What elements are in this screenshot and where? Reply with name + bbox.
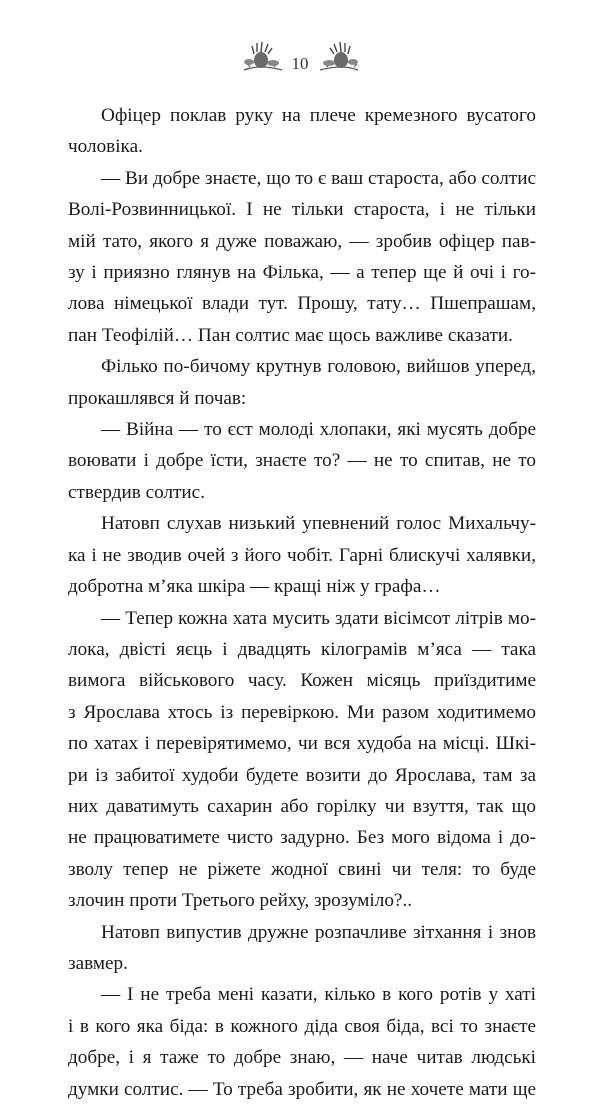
paragraph bbox=[68, 917, 536, 980]
text-line: мій тато, якого я дуже поважаю, — зробив офіцер пав- bbox=[68, 230, 536, 252]
text-line: них даватимуть сахарин або горілку чи взуття, так що bbox=[68, 795, 536, 817]
thistle-ornament-right-icon bbox=[318, 40, 362, 85]
text-line: зволу тепер не ріжете жодної свині чи теля: то буде bbox=[68, 858, 536, 880]
text-line: і в кого яка біда: в кожного діда своя біда, всі то знаєте bbox=[68, 1015, 536, 1037]
paragraph bbox=[68, 508, 536, 602]
paragraph bbox=[68, 603, 536, 917]
text-line: злочин проти Третього рейху, зрозуміло?.. bbox=[68, 890, 413, 912]
text-line: пан Теофілій… Пан солтис має щось важливе сказати. bbox=[68, 324, 513, 346]
text-line: завмер. bbox=[68, 952, 128, 974]
page-number: 10 bbox=[291, 54, 309, 73]
text-line: не працюватимете чисто задурно. Без мого відома і до- bbox=[68, 827, 536, 849]
text-line: ри із забитої худоби будете возити до Ярослава, там за bbox=[68, 764, 536, 786]
page-header bbox=[0, 40, 600, 90]
text-line: зу і приязно глянув на Філька, — а тепер ще й очі і го- bbox=[68, 262, 536, 284]
text-line: Волі-Розвинницької. І не тільки староста, і не тільки bbox=[68, 199, 536, 221]
text-line: чоловіка. bbox=[68, 136, 143, 158]
text-line: — Тепер кожна хата мусить здати вісімсот літрів мо- bbox=[101, 607, 536, 629]
text-line: лова німецької влади тут. Прошу, тату… Пшепрашам, bbox=[68, 293, 536, 315]
text-line: ка і не зводив очей з його чобіт. Гарні блискучі халявки, bbox=[68, 544, 536, 566]
text-line: Натовп слухав низький упевнений голос Михальчу- bbox=[101, 513, 536, 535]
text-line: лока, двісті яєць і двадцять кілограмів м’яса — така bbox=[68, 638, 536, 660]
paragraph bbox=[68, 351, 536, 414]
text-line: думки солтис. — То треба зробити, як не хочете мати ще bbox=[68, 1078, 536, 1100]
thistle-ornament-left-icon bbox=[240, 40, 284, 85]
paragraph bbox=[68, 100, 536, 163]
text-body bbox=[68, 100, 536, 1105]
text-line: добре, і я таже то добре знаю, — наче читав людські bbox=[68, 1047, 536, 1069]
text-line: вимога військового часу. Кожен місяць приїздитиме bbox=[68, 670, 536, 692]
text-line: — Ви добре знаєте, що то є ваш староста, або солтис bbox=[101, 167, 536, 189]
paragraph bbox=[68, 163, 536, 351]
text-line: з Ярослава хтось із перевіркою. Ми разом ходитимемо bbox=[68, 701, 536, 723]
text-line: Офіцер поклав руку на плече кремезного вусатого bbox=[101, 105, 536, 126]
text-line: добротна м’яка шкіра — кращі ніж у графа… bbox=[68, 576, 441, 598]
text-line: Натовп випустив дружне розпачливе зітхання і знов bbox=[101, 921, 536, 943]
paragraph bbox=[68, 979, 536, 1105]
text-line: Філько по-бичому крутнув головою, вийшов уперед, bbox=[101, 356, 536, 378]
text-line: — Війна — то єст молоді хлопаки, які мусять добре bbox=[101, 419, 536, 441]
text-line: — І не треба мені казати, кілько в кого ротів у хаті bbox=[101, 984, 536, 1006]
paragraph bbox=[68, 414, 536, 508]
text-line: воювати і добре їсти, знаєте то? — не то спитав, не то bbox=[68, 450, 536, 472]
text-line: ствердив солтис. bbox=[68, 481, 205, 503]
text-line: по хатах і перевірятимемо, чи вся худоба на місці. Шкі- bbox=[68, 733, 536, 755]
text-line: прокашлявся й почав: bbox=[68, 387, 247, 409]
